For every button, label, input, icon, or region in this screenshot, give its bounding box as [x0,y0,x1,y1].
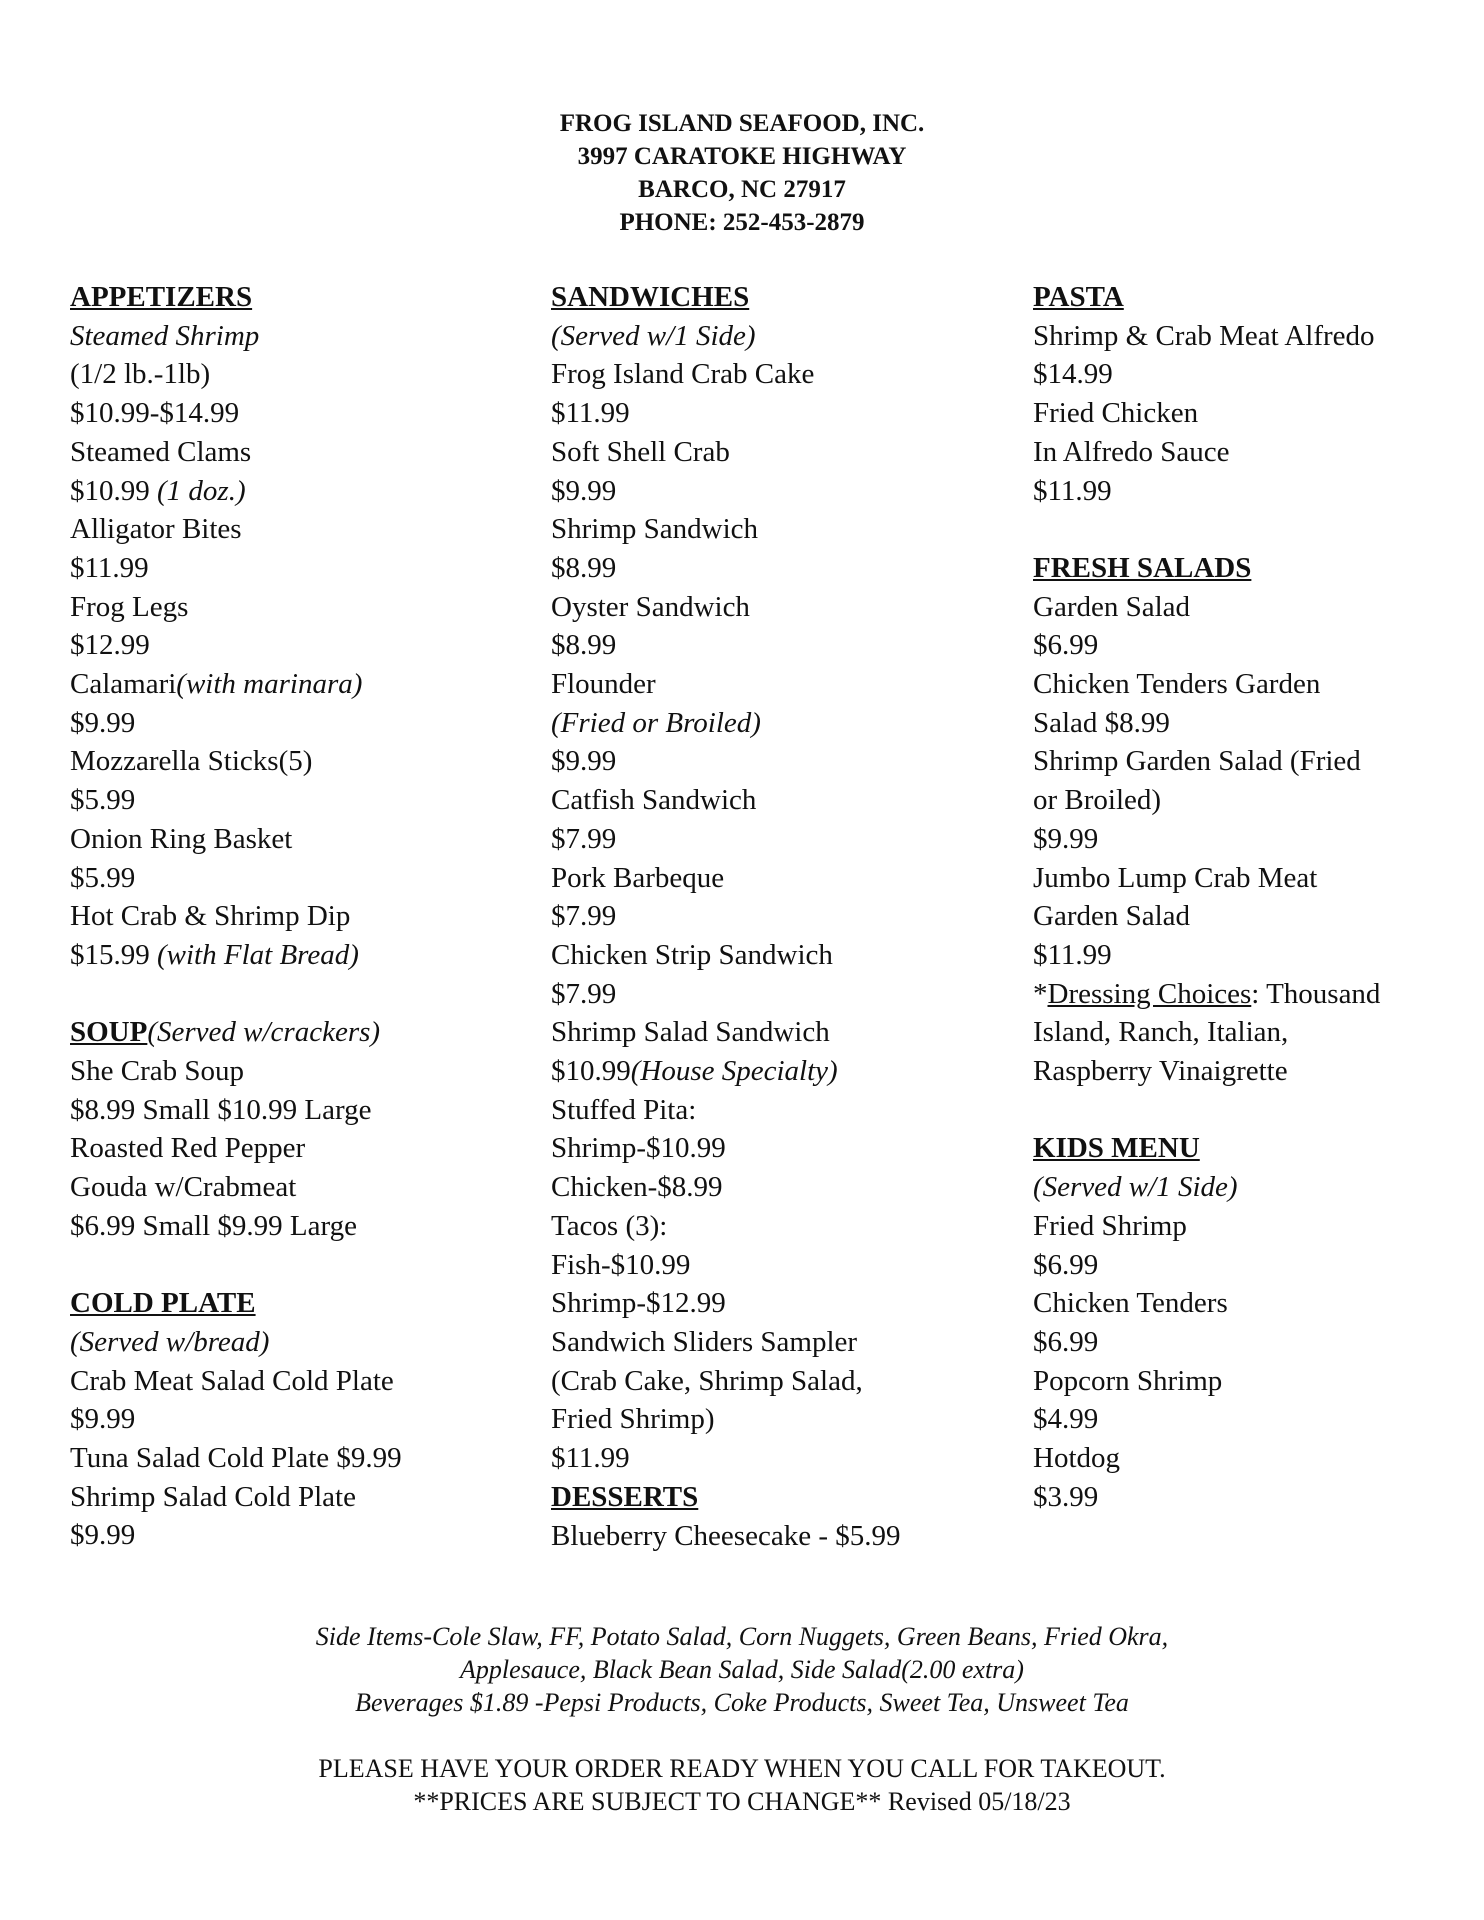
item-price: $11.99 [70,551,149,584]
item-price: $7.99 [551,900,617,933]
item-price: $7.99 [551,822,617,855]
menu-item: Catfish Sandwich [551,784,757,817]
item-name: Calamari [70,668,177,701]
price: $10.99 [70,474,157,507]
item-detail: or Broiled) [1033,784,1162,817]
item-price: $8.99 Small $10.99 Large [70,1093,372,1126]
menu-item: Shrimp & Crab Meat Alfredo [1033,319,1375,352]
menu-item: Roasted Red Pepper [70,1132,306,1165]
menu-item: Fried Chicken [1033,397,1199,430]
item-price: $9.99 [70,706,136,739]
dressing-list: Raspberry Vinaigrette [1033,1055,1288,1088]
phone-number: PHONE: 252-453-2879 [619,209,865,236]
item-note: (House Specialty) [630,1055,838,1088]
takeout-notice: PLEASE HAVE YOUR ORDER READY WHEN YOU CALL FOR TAKEOUT. [318,1754,1166,1783]
item-price: $7.99 [551,977,617,1010]
menu-item: Gouda w/Crabmeat [70,1171,297,1204]
menu-item: Oyster Sandwich [551,590,750,623]
dressing-label: Dressing Choices [1047,977,1252,1010]
item-detail: (1/2 lb.-1lb) [70,358,211,391]
city-state-zip: BARCO, NC 27917 [638,176,846,203]
menu-item: Fried Shrimp [1033,1209,1187,1242]
menu-item: Frog Island Crab Cake [551,358,815,391]
item-price: $9.99 [1033,822,1099,855]
dressing-list: Island, Ranch, Italian, [1033,1016,1289,1049]
dressing-list: : Thousand [1251,977,1381,1010]
menu-option: Fish-$10.99 [551,1248,691,1281]
section-note: (Served w/bread) [70,1325,270,1358]
item-note: (with Flat Bread) [157,938,359,971]
menu-item: She Crab Soup [70,1055,244,1088]
business-name: FROG ISLAND SEAFOOD, INC. [559,110,925,137]
menu-item: Tacos (3): [551,1209,668,1242]
street-address: 3997 CARATOKE HIGHWAY [577,143,907,170]
section-title-soup [70,1013,530,1052]
item-price: $6.99 Small $9.99 Large [70,1209,358,1242]
menu-column-right [1033,278,1433,1516]
item-detail: Fried Shrimp) [551,1403,715,1436]
item-price: $9.99 [70,1403,136,1436]
item-price: $5.99 [70,861,136,894]
item-price: $9.99 [551,745,617,778]
menu-item: Garden Salad [1033,590,1191,623]
section-title-sandwiches: SANDWICHES [551,281,750,313]
menu-item: Crab Meat Salad Cold Plate [70,1364,394,1397]
asterisk: * [1033,977,1048,1010]
menu-item: Shrimp Sandwich [551,513,759,546]
menu-item: Mozzarella Sticks(5) [70,745,313,778]
menu-option: Shrimp-$10.99 [551,1132,726,1165]
section-title-fresh-salads: FRESH SALADS [1033,551,1252,584]
dressing-choices [1033,975,1433,1014]
menu-item: Hot Crab & Shrimp Dip [70,900,351,933]
section-title-cold-plate: COLD PLATE [70,1287,256,1320]
section-title-pasta: PASTA [1033,281,1124,313]
price-change-notice: **PRICES ARE SUBJECT TO CHANGE** Revised 05/18/23 [413,1787,1071,1816]
item-price: $3.99 [1033,1480,1099,1513]
menu-item [70,665,530,704]
section-note: (Served w/1 Side) [1033,1171,1238,1204]
item-price: $8.99 [551,629,617,662]
menu-item: Soft Shell Crab [551,435,730,468]
item-price: $9.99 [70,1519,136,1552]
menu-header [0,107,1484,239]
menu-option: Shrimp-$12.99 [551,1287,726,1320]
menu-item: Steamed Clams [70,435,252,468]
item-price: $6.99 [1033,1248,1099,1281]
side-items-line: Side Items-Cole Slaw, FF, Potato Salad, Corn Nuggets, Green Beans, Fried Okra, [315,1622,1169,1651]
item-price: $10.99-$14.99 [70,397,240,430]
menu-item: Shrimp Salad Sandwich [551,1016,830,1049]
side-items-line: Applesauce, Black Bean Salad, Side Salad(2.00 extra) [460,1655,1024,1684]
price: $10.99 [551,1055,631,1088]
menu-column-middle [551,278,1011,1555]
item-price: $9.99 [551,474,617,507]
menu-item: Garden Salad [1033,900,1191,933]
menu-item: Hotdog [1033,1442,1120,1475]
section-note: (Served w/crackers) [147,1016,381,1049]
item-price: Salad $8.99 [1033,706,1170,739]
item-note: (1 doz.) [157,474,246,507]
menu-item: In Alfredo Sauce [1033,435,1230,468]
item-price: $6.99 [1033,1325,1099,1358]
menu-item: Alligator Bites [70,513,242,546]
section-title-kids-menu: KIDS MENU [1033,1132,1200,1165]
menu-item: Chicken Tenders [1033,1287,1228,1320]
item-price: $4.99 [1033,1403,1099,1436]
item-price: $11.99 [551,1442,630,1475]
menu-item: Sandwich Sliders Sampler [551,1325,858,1358]
beverages-line: Beverages $1.89 -Pepsi Products, Coke Products, Sweet Tea, Unsweet Tea [355,1688,1129,1717]
item-price [70,936,530,975]
menu-footer [0,1620,1484,1818]
item-price: $6.99 [1033,629,1099,662]
item-price: $12.99 [70,629,150,662]
item-price [551,1052,1011,1091]
menu-item: Chicken Strip Sandwich [551,938,833,971]
item-price: $11.99 [1033,474,1112,507]
item-price: $8.99 [551,551,617,584]
menu-item: Popcorn Shrimp [1033,1364,1223,1397]
menu-item: Pork Barbeque [551,861,725,894]
item-price: $5.99 [70,784,136,817]
menu-option: Chicken-$8.99 [551,1171,723,1204]
section-title: SOUP [70,1016,148,1049]
menu-item: Steamed Shrimp [70,319,260,352]
item-detail: (Crab Cake, Shrimp Salad, [551,1364,863,1397]
item-price [70,472,530,511]
menu-item: Onion Ring Basket [70,822,293,855]
price: $15.99 [70,938,157,971]
item-price: $14.99 [1033,358,1113,391]
item-price: $11.99 [1033,938,1112,971]
menu-item: Frog Legs [70,590,189,623]
section-title-appetizers: APPETIZERS [70,281,253,313]
menu-column-left [70,278,530,1555]
menu-item: Chicken Tenders Garden [1033,668,1321,701]
section-title-desserts: DESSERTS [551,1480,699,1513]
item-note: (Fried or Broiled) [551,706,761,739]
item-price: $11.99 [551,397,630,430]
menu-item: Blueberry Cheesecake - $5.99 [551,1519,901,1552]
menu-item: Stuffed Pita: [551,1093,697,1126]
menu-item: Flounder [551,668,656,701]
menu-item: Shrimp Salad Cold Plate [70,1480,356,1513]
menu-item: Tuna Salad Cold Plate $9.99 [70,1442,402,1475]
item-note: (with marinara) [176,668,363,701]
menu-item: Shrimp Garden Salad (Fried [1033,745,1361,778]
section-note: (Served w/1 Side) [551,319,756,352]
menu-item: Jumbo Lump Crab Meat [1033,861,1318,894]
